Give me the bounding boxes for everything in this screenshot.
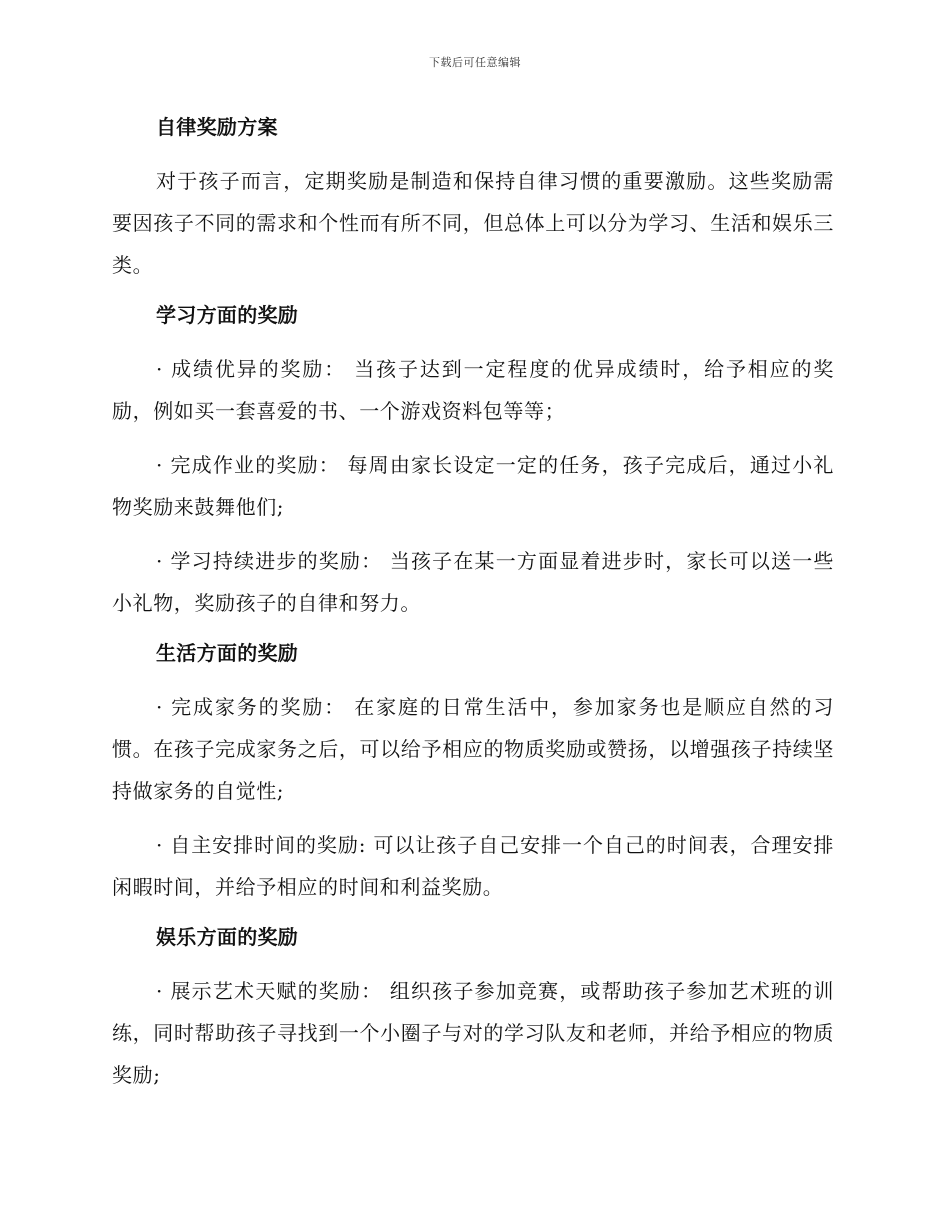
list-item: · 成绩优异的奖励： 当孩子达到一定程度的优异成绩时，给予相应的奖励，例如买一套喜爱的书、一个游戏资料包等等；: [112, 357, 834, 423]
document-title: 自律奖励方案: [156, 115, 278, 139]
section-heading-life: 生活方面的奖励: [156, 641, 299, 665]
list-item: · 完成作业的奖励： 每周由家长设定一定的任务，孩子完成后，通过小礼物奖励来鼓舞他们;: [112, 453, 834, 519]
section-heading-entertainment: 娱乐方面的奖励: [156, 925, 299, 949]
header-note: 下载后可任意编辑: [429, 56, 521, 69]
section-heading-study: 学习方面的奖励: [156, 303, 299, 327]
document-body: [112, 110, 834, 1096]
intro-paragraph: 对于孩子而言，定期奖励是制造和保持自律习惯的重要激励。这些奖励需要因孩子不同的需求和个性而有所不同，但总体上可以分为学习、生活和娱乐三类。: [112, 169, 834, 277]
list-item: · 学习持续进步的奖励： 当孩子在某一方面显着进步时，家长可以送一些小礼物，奖励孩子的自律和努力。: [112, 549, 834, 615]
list-item: · 完成家务的奖励： 在家庭的日常生活中，参加家务也是顺应自然的习惯。在孩子完成家务之后，可以给予相应的物质奖励或赞扬，以增强孩子持续坚持做家务的自觉性;: [112, 695, 834, 803]
list-item: · 自主安排时间的奖励: 可以让孩子自己安排一个自己的时间表，合理安排闲暇时间，并给予相应的时间和利益奖励。: [112, 833, 834, 899]
list-item: · 展示艺术天赋的奖励： 组织孩子参加竞赛，或帮助孩子参加艺术班的训练，同时帮助孩子寻找到一个小圈子与对的学习队友和老师，并给予相应的物质奖励;: [112, 979, 834, 1087]
